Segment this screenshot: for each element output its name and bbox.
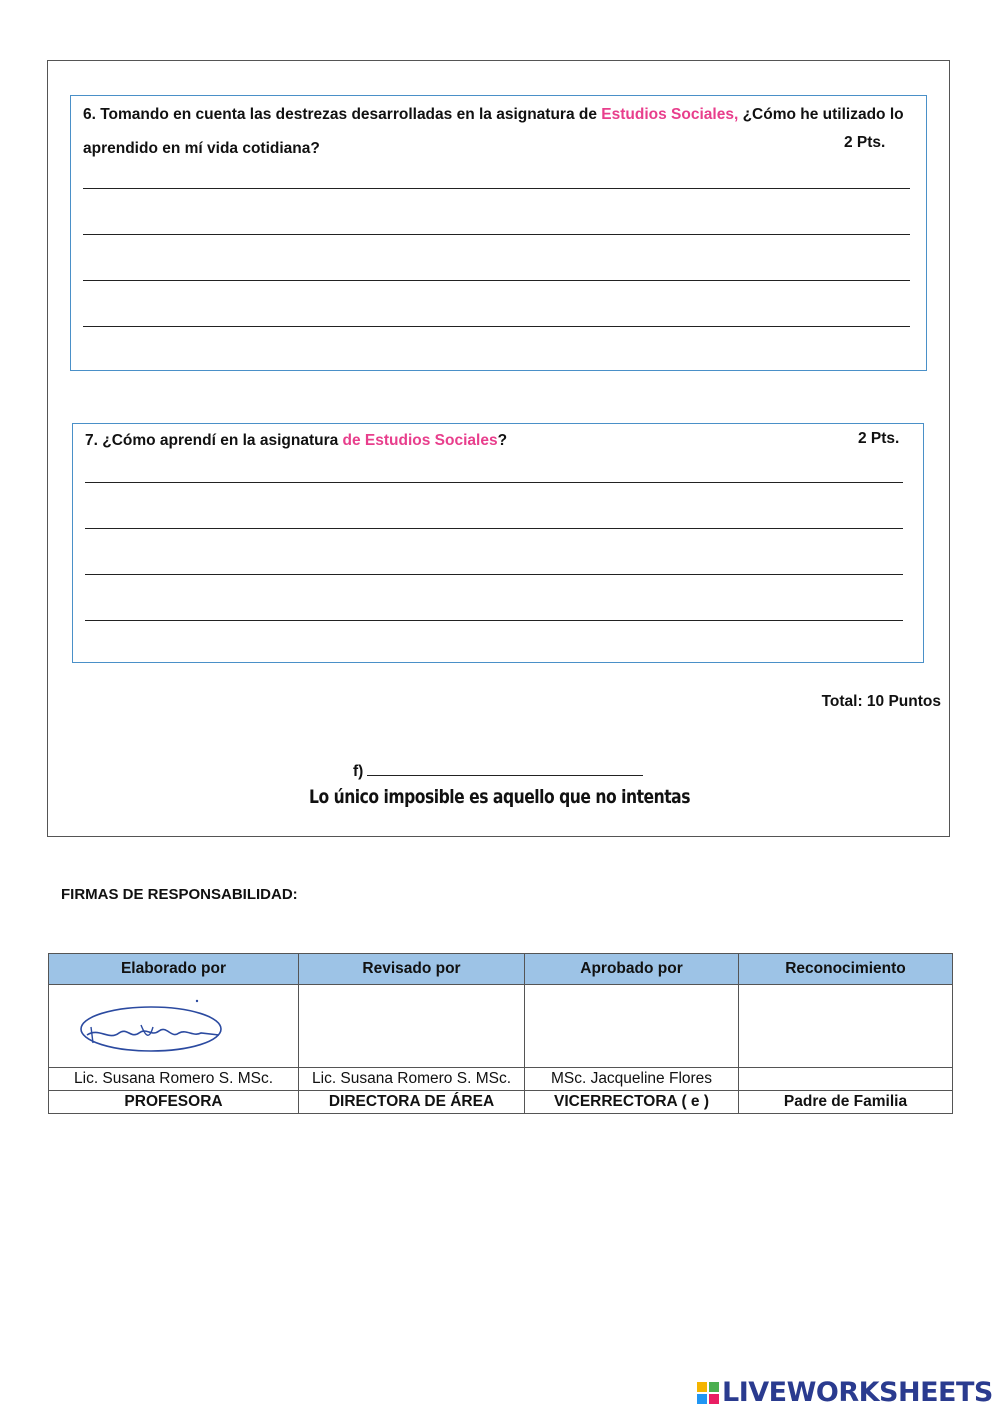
question-7-text-start: 7. ¿Cómo aprendí en la asignatura xyxy=(85,432,343,449)
answer-line[interactable] xyxy=(85,528,903,529)
signatures-title: FIRMAS DE RESPONSABILIDAD: xyxy=(61,886,298,903)
liveworksheets-logo[interactable] xyxy=(697,1377,993,1408)
question-6-highlight: Estudios Sociales, xyxy=(601,106,739,123)
header-revisado: Revisado por xyxy=(299,954,525,985)
question-7-text xyxy=(85,424,911,458)
signature-cell-profesora xyxy=(49,985,299,1068)
brand-name: LIVEWORKSHEETS xyxy=(722,1377,993,1408)
question-6-text xyxy=(83,98,914,166)
answer-line[interactable] xyxy=(85,482,903,483)
question-7-points: 2 Pts. xyxy=(858,430,900,447)
handwritten-signature xyxy=(79,997,229,1057)
header-aprobado: Aprobado por xyxy=(525,954,739,985)
question-6-text-start: 6. Tomando en cuenta las destrezas desarrolladas en la asignatura de xyxy=(83,106,602,123)
answer-line[interactable] xyxy=(83,188,910,189)
answer-line[interactable] xyxy=(85,574,903,575)
question-7-text-end: ? xyxy=(497,432,508,449)
header-elaborado: Elaborado por xyxy=(49,954,299,985)
role-reconocimiento: Padre de Familia xyxy=(739,1091,953,1114)
signature-field[interactable] xyxy=(367,761,643,776)
signature-line xyxy=(353,761,643,781)
header-reconocimiento: Reconocimiento xyxy=(739,954,953,985)
signature-cell-vicerrectora xyxy=(525,985,739,1068)
role-elaborado: PROFESORA xyxy=(49,1091,299,1114)
role-revisado: DIRECTORA DE ÁREA xyxy=(299,1091,525,1114)
motto: Lo único imposible es aquello que no intentas xyxy=(309,786,690,808)
answer-line[interactable] xyxy=(83,234,910,235)
liveworksheets-icon xyxy=(697,1382,719,1404)
question-6-box xyxy=(70,95,927,371)
signature-cell-directora xyxy=(299,985,525,1068)
signatures-table xyxy=(48,953,953,1114)
total-points: Total: 10 Puntos xyxy=(821,693,941,710)
question-6-points: 2 Pts. xyxy=(844,134,886,151)
signature-prefix: f) xyxy=(353,763,364,780)
question-7-box xyxy=(72,423,924,663)
role-aprobado: VICERRECTORA ( e ) xyxy=(525,1091,739,1114)
answer-line[interactable] xyxy=(85,620,903,621)
signature-cell-padre[interactable] xyxy=(739,985,953,1068)
evaluation-frame xyxy=(47,60,950,837)
answer-line[interactable] xyxy=(83,280,910,281)
question-6-text-end: ¿Cómo he utilizado lo aprendido en mí vida cotidiana? xyxy=(83,106,904,157)
name-aprobado: MSc. Jacqueline Flores xyxy=(525,1068,739,1091)
name-reconocimiento[interactable] xyxy=(739,1068,953,1091)
name-elaborado: Lic. Susana Romero S. MSc. xyxy=(49,1068,299,1091)
name-revisado: Lic. Susana Romero S. MSc. xyxy=(299,1068,525,1091)
question-7-highlight: de Estudios Sociales xyxy=(342,432,498,449)
answer-line[interactable] xyxy=(83,326,910,327)
